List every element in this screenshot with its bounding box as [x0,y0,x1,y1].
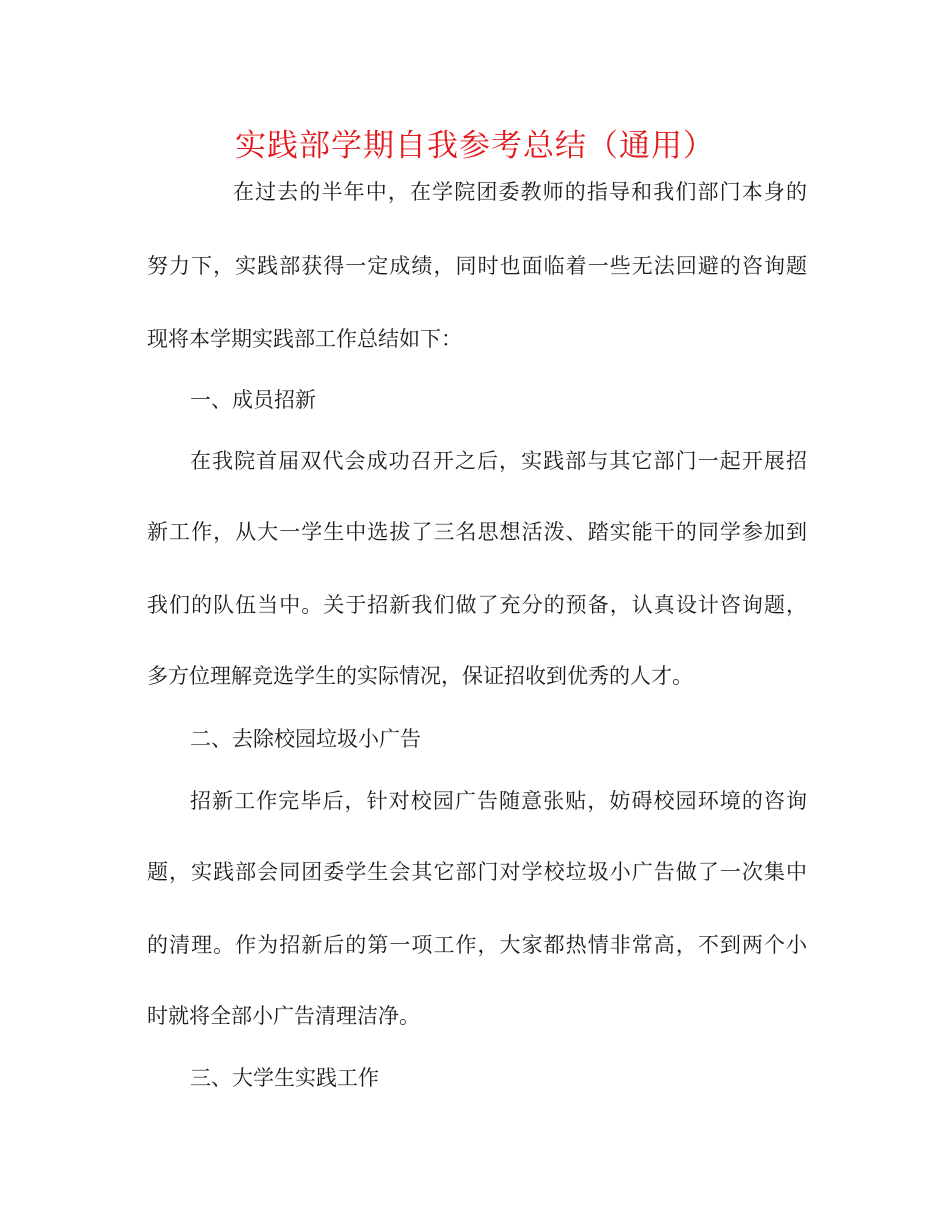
paragraph-line: 招新工作完毕后，针对校园广告随意张贴，妨碍校园环境的咨询 [190,789,807,813]
paragraph-line: 题，实践部会同团委学生会其它部门对学校垃圾小广告做了一次集中 [147,860,807,884]
section-heading: 三、大学生实践工作 [190,1066,379,1090]
document-title: 实践部学期自我参考总结（通用） [235,128,715,164]
paragraph-line: 新工作，从大一学生中选拔了三名思想活泼、踏实能干的同学参加到 [147,520,807,544]
paragraph-line: 时就将全部小广告清理洁净。 [147,1004,420,1028]
paragraph-line: 努力下，实践部获得一定成绩，同时也面临着一些无法回避的咨询题 [147,254,807,278]
paragraph-line: 我们的队伍当中。关于招新我们做了充分的预备，认真设计咨询题， [147,593,807,617]
paragraph-line: 多方位理解竞选学生的实际情况，保证招收到优秀的人才。 [147,664,693,688]
paragraph-line: 现将本学期实践部工作总结如下： [147,327,462,351]
paragraph-line: 在过去的半年中，在学院团委教师的指导和我们部门本身的 [233,180,807,204]
paragraph-line: 的清理。作为招新后的第一项工作，大家都热情非常高，不到两个小 [147,933,807,957]
paragraph-line: 在我院首届双代会成功召开之后，实践部与其它部门一起开展招 [190,449,807,473]
section-heading: 一、成员招新 [190,388,316,412]
section-heading: 二、去除校园垃圾小广告 [190,727,421,751]
